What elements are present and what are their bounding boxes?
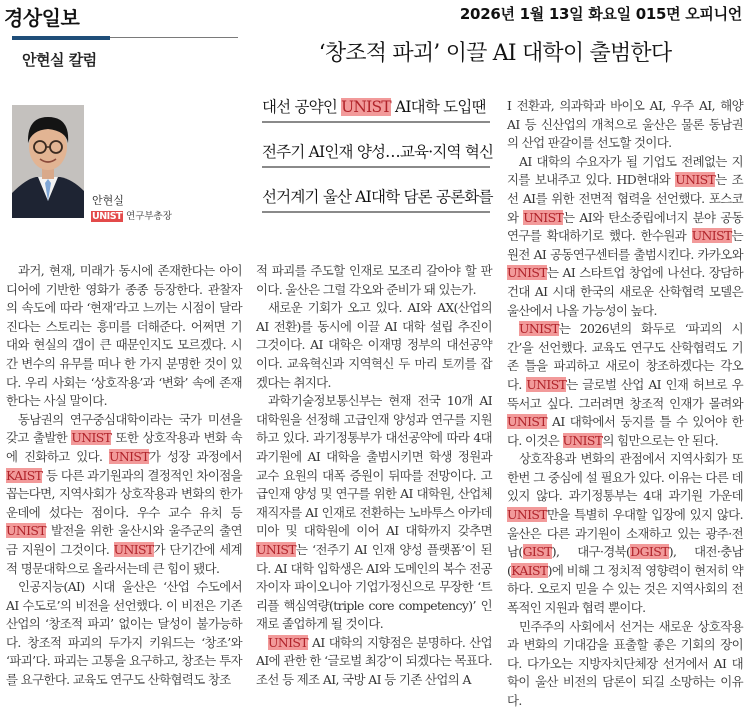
paragraph: 민주주의 사회에서 선거는 새로운 상호작용과 변화의 기대감을 표출할 좋은 기회의 장이다. 다가오는 지방자치단체장 선거에서 AI 대학이 울산 비전의 담론이 되길 소망하는 이유다. [507,618,743,708]
text-run: AI 대학에서 둥지를 틀 수 있어야 한다. 이것은 [507,414,743,448]
highlighted-term: UNIST [256,541,296,557]
paragraph: 인공지능(AI) 시대 울산은 ‘산업 수도에서 AI 수도로’의 비전을 선언했다. 이 비전은 기존 산업의 ‘창조적 파괴’ 없이는 달성이 불가능하다. 창조적 파괴의 두가지 키워드는 ‘창조’와 ‘파괴’다. 파괴는 고통을 요구하고, 창조는 투자를 요구한다. 교육도 연구도 산학협력도 창조 [6,579,242,688]
text-run: AI 대학의 수요자가 될 기업도 전례없는 지지를 보내주고 있다. HD현대와 [507,153,743,188]
subhead-2 [262,142,494,168]
header-divider-accent [12,36,110,40]
author-portrait-icon [12,105,84,218]
paragraph: I 전환과, 의과학과 바이오 AI, 우주 AI, 해양 AI 등 신산업의 개척으로 울산은 물론 동남권의 산업 판갈이를 선도할 것이다. [507,98,743,151]
text-run: 발전을 위한 울산시와 울주군의 출연금 지원이 그것이다. [6,523,242,557]
author-photo [12,105,84,218]
text-run: 의 힘만으로는 안 된다. [602,432,719,448]
author-name: 안현실 [92,194,124,207]
text-run: 는 ‘전주기 AI 인재 양성 플랫폼’이 된다. AI 대학 입학생은 AI와 도메인의 복수 전공자이자 파이오니아 기업가정신으로 무장한 ‘트리플 핵심역량(triple core competency)’ 인재로 졸업하게 될 것이다. [256,541,492,632]
text-run: 는 원전 AI 공동연구센터를 출범시킨다. 카카오와 [507,228,743,262]
highlighted-term: UNIST [71,430,112,446]
highlighted-term: GIST [522,544,552,560]
highlighted-term: UNIST [6,523,46,539]
highlighted-term: KAIST [511,562,548,578]
text-run: )에 비해 그 정치적 영향력이 현저히 약하다. 오로지 믿을 수 있는 것은 지역사회의 전폭적인 지원과 협력 뿐이다. [507,562,743,616]
body-column-3 [507,97,743,711]
subhead-text: 대선 공약인 [262,98,342,116]
paragraph [507,153,743,320]
text-run: 또한 상호작용과 변화 속에 진화하고 있다. [6,430,242,464]
subhead-1 [262,97,490,123]
text-run: 가 성장 과정에서 [148,448,242,464]
paragraph: 과거, 현재, 미래가 동시에 존재한다는 아이디어에 기반한 영화가 종종 등장한다. 관찰자의 속도에 따라 ‘현재’라고 느끼는 시점이 달라진다는 스토리는 흥미를 더해준다. 어쩌면 기대와 현실의 갭이 큰 때문인지도 모르겠다. 시간 변수의 유무를 떠나 한 가지 분명한 것이 있다. 우리 사회는 ‘상호작용’과 ‘변화’ 속에 존재한다는 사실 말이다. [6,263,242,409]
subhead-text: 선거계기 울산 AI대학 담론 공론화를 [262,188,493,206]
text-run: ), 대구·경북( [551,544,631,560]
text-run: 과학기술정보통신부는 현재 전국 10개 AI 대학원을 선정해 고급인재 양성과 연구를 지원하고 있다. 과기정통부가 대선공약에 따라 4대 과기원에 AI 대학을 출범시키면 학생 정원과 교수 요원의 대폭 증원이 뒤따를 전망이다. 고급인재 양성 및 연구를 위한 AI 대학원, 산업체 재직자를 AI 인재로 전환하는 노바투스 아카데미아 및 대학원에 이어 AI 대학까지 갖추면 [256,393,492,539]
dateline: 2026년 1월 13일 화요일 015면 오피니언 [459,5,742,23]
highlighted-term: DGIST [630,544,669,560]
paragraph [507,450,743,617]
text-run: 는 글로벌 산업 AI 인재 허브로 우뚝서고 싶다. 그러려면 창조적 인재가 몰려와 [507,376,744,411]
highlighted-term: UNIST [562,432,603,448]
paragraph: 적 파괴를 주도할 인재로 모조리 갈아야 할 판이다. 울산은 그럴 각오와 준비가 돼 있는가. [256,263,492,297]
text-run: 는 AI 스타트업 창업에 나선다. 장담하건대 AI 시대 한국의 새로운 산학협력 모델은 울산에서 나올 가능성이 높다. [507,265,743,318]
paragraph [507,320,743,450]
highlighted-term: UNIST [519,321,559,337]
text-run: 는 조선 AI를 위한 전면적 협력을 선언했다. 포스코와 [507,172,744,225]
paragraph [6,411,242,578]
author-affiliation [91,208,172,222]
text-run: 등 다른 과기원과의 결정적인 차이점을 꼽는다면, 지역사회가 상호작용과 변화의 한가운데에 섰다는 점이다. 우수 교수 유치 등 [6,467,242,520]
highlighted-term: UNIST [507,414,547,430]
text-run: 가 단기간에 세계적 명문대학으로 올라서는데 큰 힘이 됐다. [6,541,243,576]
highlighted-term: KAIST [6,467,43,483]
subheads [262,97,494,232]
text-run: 는 2026년의 화두로 ‘파괴의 시간’을 선언했다. 교육도 연구도 산학협력도 기존 틀을 파괴하고 새로이 창조하겠다는 각오다. [507,321,743,392]
highlighted-term: UNIST [268,634,308,650]
column-label: 안현실 칼럼 [22,51,97,69]
paragraph: 새로운 기회가 오고 있다. AI와 AX(산업의 AI 전환)를 동시에 이끌 AI 대학 설립 추진이 그것이다. AI 대학은 이재명 정부의 대선공약이다. 교육혁신과 지역혁신 두 마리 토끼를 잡겠다는 취지다. [256,300,492,390]
paragraph [256,634,492,690]
highlighted-term: UNIST [507,507,547,523]
highlighted-term: UNIST [526,376,567,392]
author-title: 연구부총장 [126,211,172,222]
text-run: 는 AI와 탄소중립에너지 분야 공동연구를 확대하기로 했다. 한수원과 [507,209,743,244]
newspaper-masthead: 경상일보 [4,6,80,30]
highlighted-term: UNIST [109,448,149,464]
subhead-text: AI대학 도입땐 [390,98,486,116]
body-column-2 [256,262,492,690]
text-run: ), 대전·충남( [507,544,744,578]
highlighted-term: UNIST [691,228,732,244]
article-headline: ‘창조적 파괴’ 이끌 AI 대학이 출범한다 [318,41,672,66]
author-org-badge: UNIST [92,211,123,222]
highlighted-term: UNIST [523,209,564,225]
highlighted-term: UNIST [675,172,716,188]
subhead-text: 전주기 AI인재 양성…교육·지역 혁신 [262,143,494,161]
text-run: 동남권의 연구중심대학이라는 국가 미션을 갖고 출발한 [6,411,242,446]
body-column-1 [6,262,242,690]
subhead-3 [262,187,493,213]
text-run: 만을 특별히 우대할 입장에 있지 않다. 울산은 다른 과기원이 소재하고 있는 광주·전남( [507,507,743,560]
subhead-highlight: UNIST [341,98,391,116]
highlighted-term: UNIST [507,265,547,281]
text-run: AI 대학의 지향점은 분명하다. 산업 AI에 관한 한 ‘글로벌 최강’이 되겠다는 목표다. 조선 등 제조 AI, 국방 AI 등 기존 산업의 A [256,634,492,688]
highlighted-term: UNIST [113,541,154,557]
text-run: 상호작용과 변화의 관점에서 지역사회가 또 한번 그 중심에 설 필요가 있다. 이유는 다른 데 있지 않다. 과기정통부는 4대 과기원 가운데 [507,451,743,504]
paragraph [256,392,492,634]
